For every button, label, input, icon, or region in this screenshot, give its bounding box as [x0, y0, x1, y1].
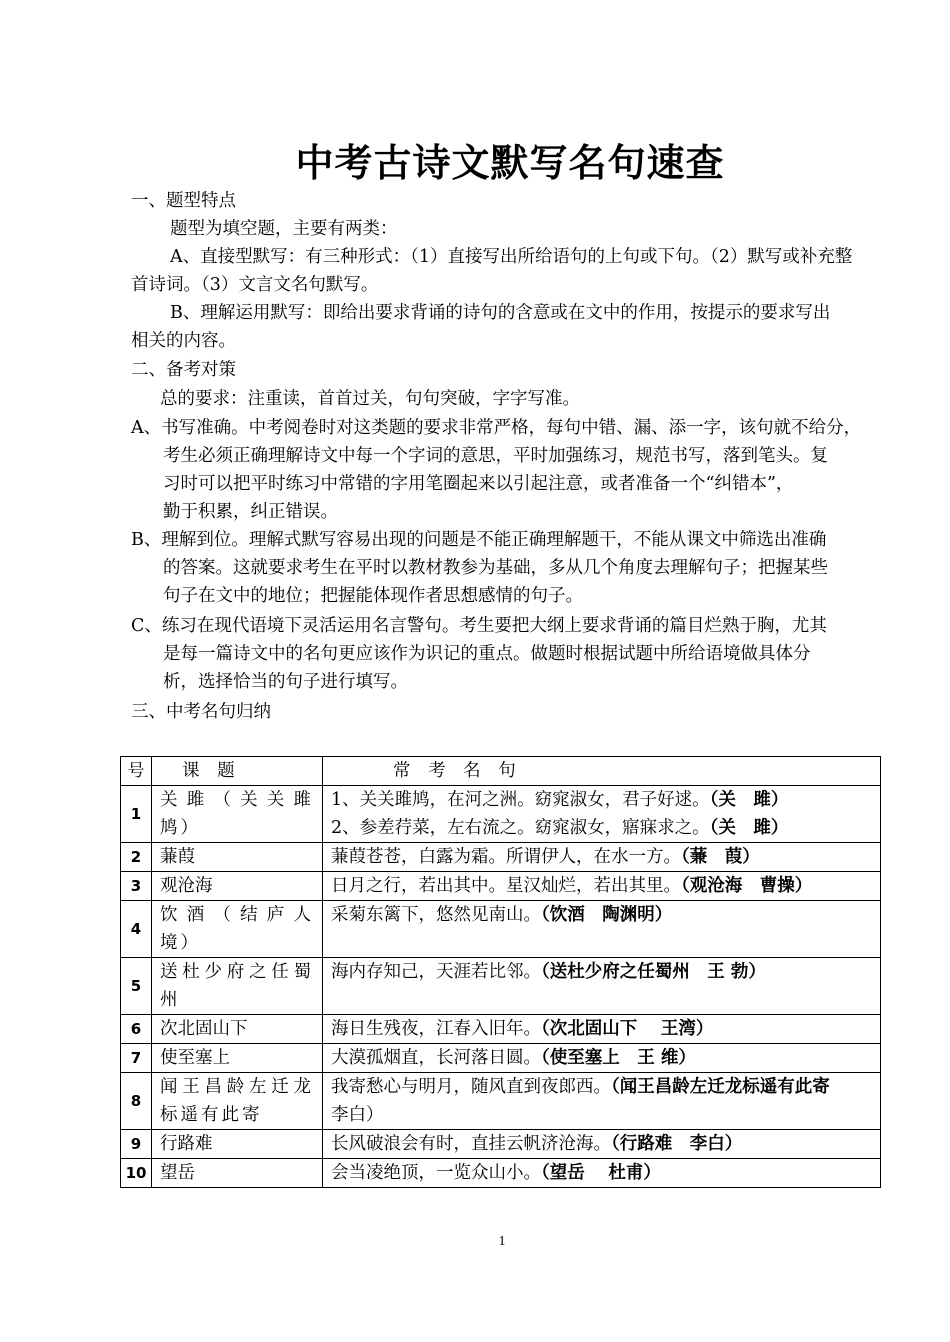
section3-heading: 三、中考名句归纳	[131, 702, 271, 722]
section2-c-line: 是每一篇诗文中的名句更应该作为识记的重点。做题时根据试题中所给语境做具体分	[163, 644, 811, 664]
section1-heading: 一、题型特点	[131, 191, 236, 211]
row-quotes: 长风破浪会有时，直挂云帆济沧海。（行路难 李白）	[323, 1130, 881, 1159]
table-row	[121, 1159, 881, 1188]
section2-b-line: 的答案。这就要求考生在平时以教材教参为基础，多从几个角度去理解句子；把握某些	[163, 558, 828, 578]
table-row	[121, 843, 881, 872]
header-number: 号	[121, 757, 152, 786]
row-title: 关雎（关关雎鸠）	[152, 786, 323, 843]
row-title: 行路难	[152, 1130, 323, 1159]
section1-intro: 题型为填空题，主要有两类：	[170, 219, 398, 239]
row-quotes: 1、关关雎鸠，在河之洲。窈窕淑女，君子好逑。（关 雎） 2、参差荇菜，左右流之。窈窕淑女，寤寐求之。（关 雎）	[323, 786, 881, 843]
row-title: 送杜少府之任蜀州	[152, 958, 323, 1015]
section2-a-line: 习时可以把平时练习中常错的字用笔圈起来以引起注意，或者准备一个“纠错本”，	[163, 474, 794, 494]
row-number: 10	[121, 1159, 152, 1188]
table-row	[121, 786, 881, 843]
section2-c-line: C、练习在现代语境下灵活运用名言警句。考生要把大纲上要求背诵的篇目烂熟于胸，尤其	[131, 616, 827, 636]
row-quotes: 海日生残夜，江春入旧年。（次北固山下 王湾）	[323, 1015, 881, 1044]
page-number: 1	[498, 1234, 506, 1249]
row-number: 1	[121, 786, 152, 843]
row-title: 蒹葭	[152, 843, 323, 872]
header-quotes: 常 考 名 句	[323, 757, 881, 786]
row-title: 饮酒（结庐人境）	[152, 901, 323, 958]
row-number: 5	[121, 958, 152, 1015]
section2-a-line: 勤于积累，纠正错误。	[163, 502, 338, 522]
row-quotes: 大漠孤烟直，长河落日圆。（使至塞上 王 维）	[323, 1044, 881, 1073]
table-row	[121, 958, 881, 1015]
section2-b-line: 句子在文中的地位；把握能体现作者思想感情的句子。	[163, 586, 583, 606]
table-row	[121, 1130, 881, 1159]
table-row	[121, 1044, 881, 1073]
row-number: 9	[121, 1130, 152, 1159]
section2-c-line: 析，选择恰当的句子进行填写。	[163, 672, 408, 692]
row-number: 2	[121, 843, 152, 872]
row-quotes: 采菊东篱下，悠然见南山。（饮酒 陶渊明）	[323, 901, 881, 958]
row-title: 闻王昌龄左迁龙标遥有此寄	[152, 1073, 323, 1130]
row-number: 8	[121, 1073, 152, 1130]
section2-a-line: 考生必须正确理解诗文中每一个字词的意思，平时加强练习，规范书写，落到笔头。复	[163, 446, 828, 466]
row-quotes: 日月之行，若出其中。星汉灿烂，若出其里。（观沧海 曹操）	[323, 872, 881, 901]
header-title: 课 题	[152, 757, 323, 786]
row-number: 6	[121, 1015, 152, 1044]
row-number: 7	[121, 1044, 152, 1073]
section2-intro: 总的要求：注重读，首首过关，句句突破，字字写准。	[160, 389, 580, 409]
row-number: 3	[121, 872, 152, 901]
section1-a-line2: 首诗词。（3）文言文名句默写。	[131, 275, 379, 295]
table-row	[121, 872, 881, 901]
section2-heading: 二、备考对策	[131, 360, 236, 380]
table-header-row	[121, 757, 881, 786]
section2-a-line: A、书写准确。中考阅卷时对这类题的要求非常严格，每句中错、漏、添一字，该句就不给分，	[131, 418, 862, 438]
table-row	[121, 901, 881, 958]
table-row	[121, 1015, 881, 1044]
section1-a-line1: A、直接型默写：有三种形式：（1）直接写出所给语句的上句或下句。（2）默写或补充整	[170, 247, 853, 267]
page-title: 中考古诗文默写名句速查	[295, 140, 725, 185]
row-quotes: 海内存知己，天涯若比邻。（送杜少府之任蜀州 王 勃）	[323, 958, 881, 1015]
quotes-table	[120, 756, 881, 1188]
row-quotes: 我寄愁心与明月，随风直到夜郎西。（闻王昌龄左迁龙标遥有此寄 李白）	[323, 1073, 881, 1130]
section1-b-line1: B、理解运用默写：即给出要求背诵的诗句的含意或在文中的作用，按提示的要求写出	[170, 303, 831, 323]
section2-b-line: B、理解到位。理解式默写容易出现的问题是不能正确理解题干，不能从课文中筛选出准确	[131, 530, 827, 550]
row-title: 使至塞上	[152, 1044, 323, 1073]
row-number: 4	[121, 901, 152, 958]
row-quotes: 会当凌绝顶，一览众山小。（望岳 杜甫）	[323, 1159, 881, 1188]
row-quotes: 蒹葭苍苍，白露为霜。所谓伊人，在水一方。（蒹 葭）	[323, 843, 881, 872]
row-title: 观沧海	[152, 872, 323, 901]
row-title: 次北固山下	[152, 1015, 323, 1044]
row-title: 望岳	[152, 1159, 323, 1188]
section1-b-line2: 相关的内容。	[131, 331, 236, 351]
table-row	[121, 1073, 881, 1130]
